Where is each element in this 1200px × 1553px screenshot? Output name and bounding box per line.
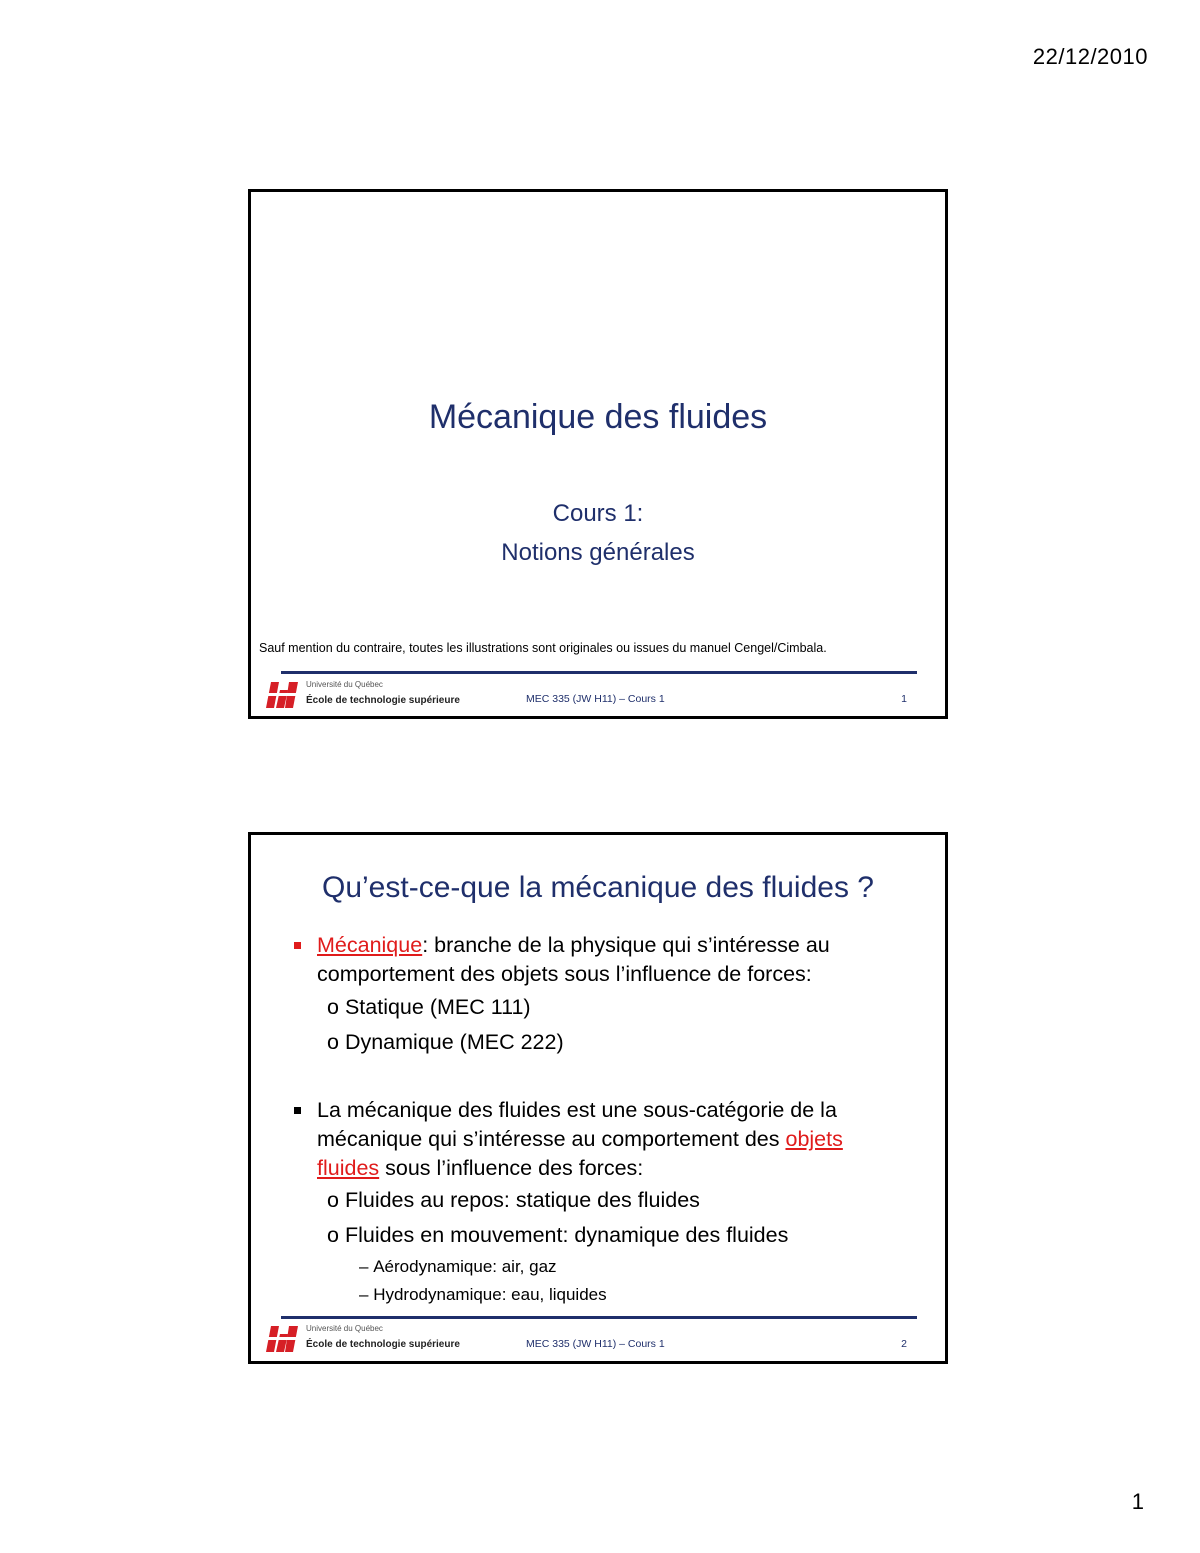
term-fluides: fluides bbox=[317, 1156, 380, 1180]
slide-2 bbox=[248, 832, 948, 1364]
ets-logo bbox=[265, 678, 515, 712]
square-bullet-icon bbox=[294, 1107, 301, 1114]
term-objets: objets bbox=[785, 1127, 843, 1151]
bullet-mecanique: Mécanique: branche de la physique qui s’intéresse au comportement des objets sous l’influence de forces: bbox=[317, 933, 830, 986]
logo-school: École de technologie supérieure bbox=[306, 1339, 460, 1350]
slide-subtitle-line2: Notions générales bbox=[501, 539, 695, 566]
sub-item-fluides-repos: o Fluides au repos: statique des fluides bbox=[327, 1188, 700, 1212]
subsub-item-hydrodynamique: – Hydrodynamique: eau, liquides bbox=[359, 1285, 607, 1304]
logo-school: École de technologie supérieure bbox=[306, 695, 460, 706]
slide-title: Mécanique des fluides bbox=[428, 398, 768, 436]
illustration-note: Sauf mention du contraire, toutes les illustrations sont originales ou issues du manuel Cengel/Cimbala. bbox=[259, 641, 827, 655]
term-mecanique: Mécanique bbox=[317, 933, 423, 957]
sub-item-dynamique: o Dynamique (MEC 222) bbox=[327, 1030, 564, 1054]
ets-logo-icon bbox=[265, 682, 299, 708]
square-bullet-icon bbox=[294, 942, 301, 949]
logo-university: Université du Québec bbox=[306, 680, 383, 689]
page-number: 1 bbox=[1131, 1489, 1144, 1514]
ets-logo-icon bbox=[265, 1326, 299, 1352]
slide-subtitle-line1: Cours 1: bbox=[552, 500, 644, 527]
bullet-fluid-mechanics: La mécanique des fluides est une sous-catégorie de la mécanique qui s’intéresse au comportement des objets fluides sous l’influence des forces: bbox=[317, 1098, 843, 1180]
slide-number: 2 bbox=[901, 1338, 907, 1350]
logo-university: Université du Québec bbox=[306, 1324, 383, 1333]
slide-number: 1 bbox=[901, 693, 907, 705]
page-date: 22/12/2010 bbox=[1032, 44, 1148, 69]
slide-1 bbox=[248, 189, 948, 719]
sub-item-statique: o Statique (MEC 111) bbox=[327, 995, 531, 1019]
footer-divider bbox=[281, 671, 917, 674]
slide-title: Qu’est-ce-que la mécanique des fluides ? bbox=[322, 871, 874, 904]
footer-divider bbox=[281, 1316, 917, 1319]
subsub-item-aerodynamique: – Aérodynamique: air, gaz bbox=[359, 1257, 557, 1276]
footer-course: MEC 335 (JW H11) – Cours 1 bbox=[526, 1338, 665, 1350]
footer-course: MEC 335 (JW H11) – Cours 1 bbox=[526, 693, 665, 705]
ets-logo bbox=[265, 1322, 515, 1356]
sub-item-fluides-mouvement: o Fluides en mouvement: dynamique des fluides bbox=[327, 1223, 789, 1247]
